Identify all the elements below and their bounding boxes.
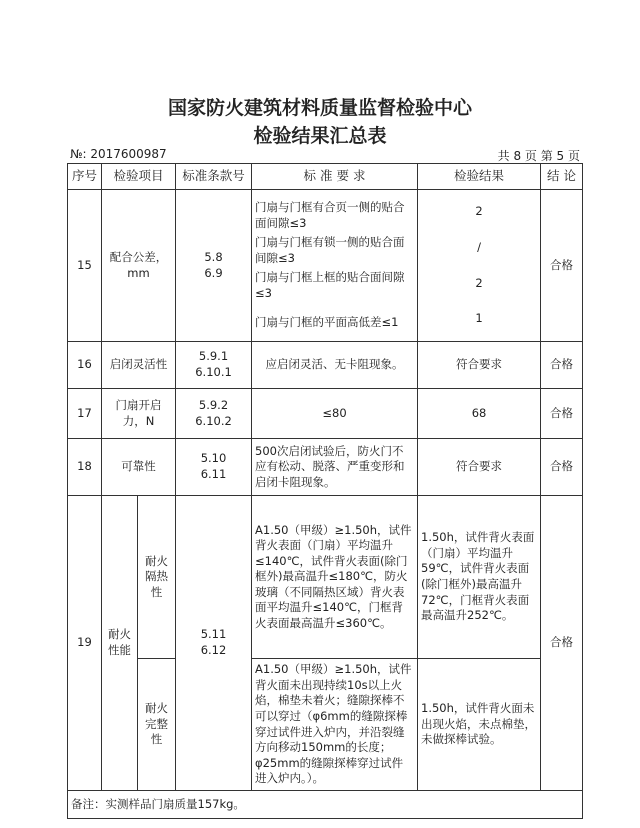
row-result: 68 bbox=[418, 389, 541, 439]
row-clause: 5.11 6.12 bbox=[176, 496, 252, 791]
table-row bbox=[68, 439, 583, 496]
col-header-requirement: 标 准 要 求 bbox=[252, 164, 418, 190]
row-item: 可靠性 bbox=[102, 439, 176, 496]
row-result bbox=[418, 190, 541, 342]
req-line: 门扇与门框有合页一侧的贴合面间隙≤3 bbox=[255, 200, 405, 230]
table-row bbox=[68, 659, 583, 791]
header-row bbox=[68, 164, 583, 190]
doc-subtitle: 检验结果汇总表 bbox=[253, 125, 387, 147]
row-requirement: ≤80 bbox=[252, 389, 418, 439]
row-conclusion: 合格 bbox=[541, 439, 583, 496]
report-number: №: 2017600987 bbox=[70, 147, 167, 161]
remark: 备注：实测样品门扇质量157kg。 bbox=[68, 791, 583, 819]
row-result: 符合要求 bbox=[418, 342, 541, 389]
doc-title: 国家防火建筑材料质量监督检验中心 bbox=[167, 97, 472, 119]
row-no: 18 bbox=[68, 439, 102, 496]
note-row bbox=[68, 791, 583, 819]
col-header-item: 检验项目 bbox=[102, 164, 176, 190]
result-line: 2 bbox=[475, 275, 483, 290]
col-header-conclusion: 结 论 bbox=[541, 164, 583, 190]
row-clause: 5.9.1 6.10.1 bbox=[176, 342, 252, 389]
row-conclusion: 合格 bbox=[541, 342, 583, 389]
row-no: 15 bbox=[68, 190, 102, 342]
row-conclusion: 合格 bbox=[541, 389, 583, 439]
row-no: 17 bbox=[68, 389, 102, 439]
row-requirement: A1.50（甲级）≥1.50h，试件背火面未出现持续10s以上火焰，棉垫未着火；缝隙探棒不可以穿过（φ6mm的缝隙探棒穿过试件进入炉内，并沿裂缝方向移动150mm的长度；φ25mm的缝隙探棒穿过试件进入炉内。）。 bbox=[252, 659, 418, 791]
row-requirement: A1.50（甲级）≥1.50h，试件背火表面（门扇）平均温升≤140℃，试件背火表面(除门框外)最高温升≤180℃，防火玻璃（不同隔热区域）背火表面平均温升≤140℃，门框背火表面最高温升≤360℃。 bbox=[252, 496, 418, 659]
sub-item-integrity: 耐火完整性 bbox=[138, 659, 176, 791]
row-no: 19 bbox=[68, 496, 102, 791]
row-item: 门扇开启力，N bbox=[102, 389, 176, 439]
row-conclusion: 合格 bbox=[541, 496, 583, 791]
req-line: 门扇与门框有锁一侧的贴合面间隙≤3 bbox=[255, 235, 405, 265]
row-conclusion: 合格 bbox=[541, 190, 583, 342]
result-line: / bbox=[477, 239, 481, 254]
req-line: 门扇与门框上框的贴合面间隙≤3 bbox=[255, 270, 405, 300]
col-header-no: 序号 bbox=[68, 164, 102, 190]
row-result: 符合要求 bbox=[418, 439, 541, 496]
col-header-result: 检验结果 bbox=[418, 164, 541, 190]
row-item: 启闭灵活性 bbox=[102, 342, 176, 389]
row-requirement: 500次启闭试验后，防火门不应有松动、脱落、严重变形和启闭卡阻现象。 bbox=[252, 439, 418, 496]
results-table bbox=[67, 163, 583, 819]
row-clause: 5.8 6.9 bbox=[176, 190, 252, 342]
req-line: 门扇与门框的平面高低差≤1 bbox=[255, 315, 399, 330]
row-no: 16 bbox=[68, 342, 102, 389]
row-requirement: 应启闭灵活、无卡阻现象。 bbox=[252, 342, 418, 389]
row-result: 1.50h，试件背火面未出现火焰，未点棉垫，未做探棒试验。 bbox=[418, 659, 541, 791]
result-line: 1 bbox=[475, 311, 483, 326]
row-result: 1.50h，试件背火表面（门扇）平均温升59℃，试件背火表面(除门框外)最高温升72℃，门框背火表面最高温升252℃。 bbox=[418, 496, 541, 659]
table-row bbox=[68, 342, 583, 389]
row-clause: 5.10 6.11 bbox=[176, 439, 252, 496]
row-requirement bbox=[252, 190, 418, 342]
result-line: 2 bbox=[475, 204, 483, 219]
col-header-clause: 标准条款号 bbox=[176, 164, 252, 190]
row-item: 配合公差，mm bbox=[102, 190, 176, 342]
page-info: 共 8 页 第 5 页 bbox=[497, 149, 580, 163]
table-row bbox=[68, 190, 583, 342]
table-row bbox=[68, 496, 583, 659]
row-item: 耐火性能 bbox=[102, 496, 138, 791]
row-clause: 5.9.2 6.10.2 bbox=[176, 389, 252, 439]
sub-item-insulation: 耐火隔热性 bbox=[138, 496, 176, 659]
table-row bbox=[68, 389, 583, 439]
